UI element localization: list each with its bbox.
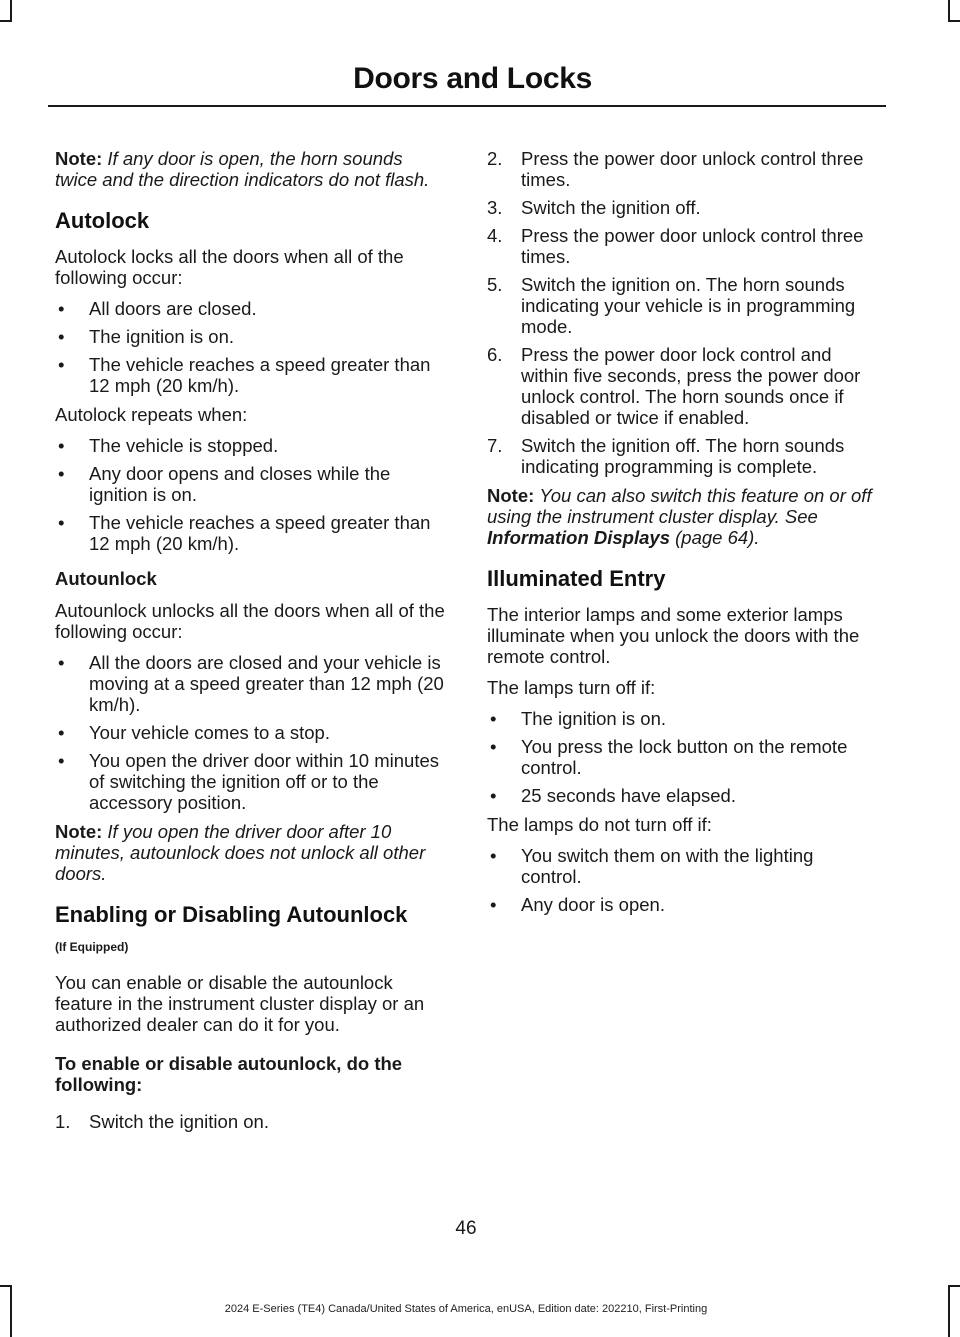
crop-mark: [10, 0, 12, 22]
bullet-marker: •: [58, 652, 65, 673]
autolock-conditions: [55, 298, 447, 396]
autounlock-conditions: [55, 652, 447, 813]
enabling-intro: You can enable or disable the autounlock feature in the instrument cluster display or an authorized dealer can do it for you.: [55, 972, 425, 1035]
note-label: Note:: [487, 485, 535, 506]
step-text: Switch the ignition off. The horn sounds indicating programming is complete.: [521, 435, 845, 477]
autounlock-intro: Autounlock unlocks all the doors when all of the following occur:: [55, 600, 445, 642]
note-label: Note:: [55, 148, 103, 169]
step-item: [487, 148, 879, 190]
bullet-marker: •: [58, 512, 65, 533]
list-item-text: You press the lock button on the remote control.: [521, 736, 848, 778]
list-item: [55, 326, 447, 347]
step-item: [487, 225, 879, 267]
list-item: [55, 298, 447, 319]
list-item: [487, 894, 879, 915]
list-item: [55, 750, 447, 813]
list-item-text: The ignition is on.: [521, 708, 667, 729]
autolock-repeats: [55, 435, 447, 554]
list-item: [487, 845, 879, 887]
list-item-text: You switch them on with the lighting control.: [521, 845, 814, 887]
page-title: Doors and Locks: [353, 62, 592, 95]
cross-reference-link[interactable]: Information Displays: [487, 527, 670, 548]
step-number: 5.: [487, 274, 503, 295]
list-item-text: You open the driver door within 10 minutes of switching the ignition off or to the accessory position.: [89, 750, 440, 813]
list-item: [55, 463, 447, 505]
illuminated-intro: The interior lamps and some exterior lamps illuminate when you unlock the doors with the remote control.: [487, 604, 860, 667]
list-item: [55, 354, 447, 396]
list-item-text: Any door opens and closes while the ignition is on.: [89, 463, 391, 505]
step-number: 2.: [487, 148, 503, 169]
crop-mark: [948, 20, 960, 22]
note-text: If you open the driver door after 10 minutes, autounlock does not unlock all other doors.: [55, 821, 426, 884]
step-text: Switch the ignition off.: [521, 197, 701, 218]
bullet-marker: •: [490, 708, 497, 729]
list-item-text: Your vehicle comes to a stop.: [89, 722, 330, 743]
list-item: [487, 736, 879, 778]
bullet-marker: •: [58, 326, 65, 347]
step-item: [487, 197, 879, 218]
step-number: 3.: [487, 197, 503, 218]
enabling-steps: [55, 1111, 447, 1132]
bullet-marker: •: [58, 722, 65, 743]
section-heading-autolock: Autolock: [55, 208, 150, 233]
bullet-marker: •: [58, 354, 65, 375]
step-number: 4.: [487, 225, 503, 246]
lamps-not-off-conditions: [487, 845, 879, 915]
autolock-intro: Autolock locks all the doors when all of the following occur:: [55, 246, 404, 288]
list-item-text: The vehicle is stopped.: [89, 435, 279, 456]
list-item-text: The vehicle reaches a speed greater than 12 mph (20 km/h).: [89, 354, 431, 396]
note-text: If any door is open, the horn sounds twice and the direction indicators do not flash.: [55, 148, 430, 190]
page-reference: (page 64).: [675, 527, 760, 548]
step-number: 7.: [487, 435, 503, 456]
bullet-marker: •: [58, 463, 65, 484]
step-item: [487, 435, 879, 477]
note-text: You can also switch this feature on or off using the instrument cluster display. See: [487, 485, 872, 527]
list-item: [55, 652, 447, 715]
bullet-marker: •: [490, 845, 497, 866]
step-text: Press the power door unlock control three times.: [521, 225, 864, 267]
enabling-steps-continued: [487, 148, 879, 477]
list-item: [487, 708, 879, 729]
list-item: [55, 722, 447, 743]
lamps-off-conditions: [487, 708, 879, 806]
list-item: [55, 512, 447, 554]
bullet-marker: •: [58, 298, 65, 319]
list-item-text: Any door is open.: [521, 894, 665, 915]
enabling-instruction: To enable or disable autounlock, do the following:: [55, 1053, 403, 1095]
step-number: 6.: [487, 344, 503, 365]
bullet-marker: •: [58, 750, 65, 771]
list-item-text: 25 seconds have elapsed.: [521, 785, 736, 806]
step-item: [55, 1111, 447, 1132]
header-divider: [48, 105, 886, 107]
bullet-marker: •: [58, 435, 65, 456]
left-column: [55, 148, 447, 1140]
list-item-text: The ignition is on.: [89, 326, 235, 347]
section-heading-enabling: Enabling or Disabling Autounlock: [55, 902, 408, 927]
step-text: Press the power door unlock control three times.: [521, 148, 864, 190]
crop-mark: [948, 0, 950, 22]
step-text: Switch the ignition on.: [89, 1111, 269, 1132]
note: [55, 148, 447, 190]
step-number: 1.: [55, 1111, 71, 1132]
bullet-marker: •: [490, 736, 497, 757]
section-heading-illuminated-entry: Illuminated Entry: [487, 566, 666, 591]
right-column: [487, 148, 879, 923]
list-item-text: All doors are closed.: [89, 298, 257, 319]
list-item: [487, 785, 879, 806]
crop-mark: [0, 1285, 12, 1287]
bullet-marker: •: [490, 894, 497, 915]
autolock-repeats-intro: Autolock repeats when:: [55, 404, 248, 425]
lamps-off-intro: The lamps turn off if:: [487, 677, 656, 698]
step-item: [487, 274, 879, 337]
bullet-marker: •: [490, 785, 497, 806]
list-item-text: All the doors are closed and your vehicle is moving at a speed greater than 12 mph (20 km/h).: [89, 652, 444, 715]
crop-mark: [0, 20, 12, 22]
page-number: 46: [455, 1218, 477, 1239]
if-equipped-qualifier: (If Equipped): [55, 940, 129, 954]
step-text: Press the power door lock control and within five seconds, press the power door unlock control. The horn sounds once if disabled or twice if enabled.: [521, 344, 861, 428]
section-heading-autounlock: Autounlock: [55, 568, 157, 589]
step-item: [487, 344, 879, 428]
list-item: [55, 435, 447, 456]
list-item-text: The vehicle reaches a speed greater than 12 mph (20 km/h).: [89, 512, 431, 554]
note-label: Note:: [55, 821, 103, 842]
step-text: Switch the ignition on. The horn sounds indicating your vehicle is in programming mode.: [521, 274, 856, 337]
footer-edition-text: 2024 E-Series (TE4) Canada/United States of America, enUSA, Edition date: 202210, First-Printing: [224, 1303, 708, 1315]
note: [487, 485, 879, 548]
crop-mark: [948, 1285, 950, 1337]
crop-mark: [948, 1285, 960, 1287]
lamps-not-off-intro: The lamps do not turn off if:: [487, 814, 712, 835]
note: [55, 821, 447, 884]
